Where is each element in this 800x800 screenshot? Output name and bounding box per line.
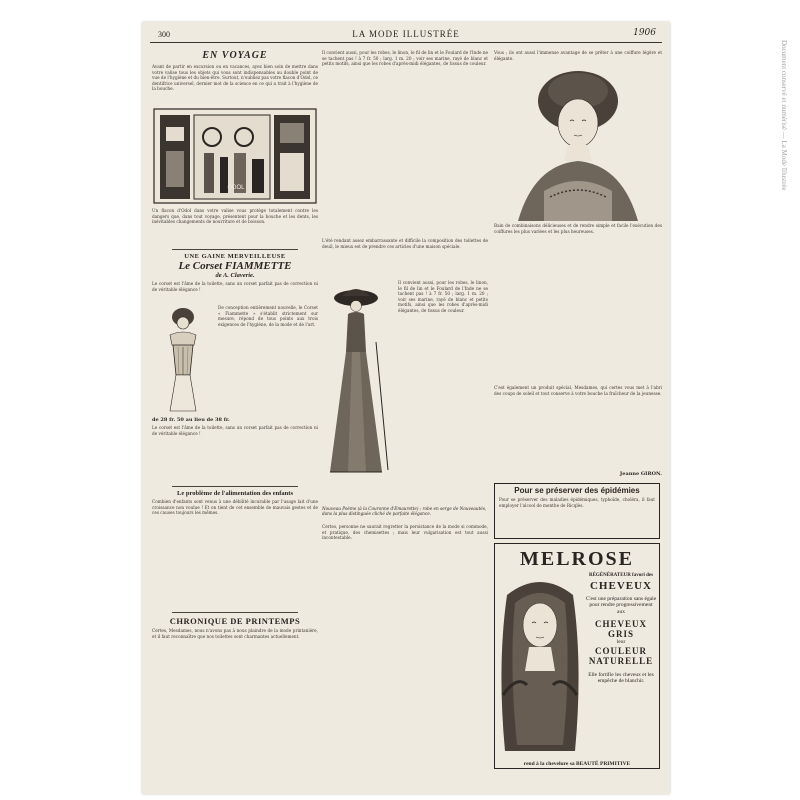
epidemies-box-wrap [494,483,662,541]
coiffure-portrait-illustration [494,61,662,221]
page-title: LA MODE ILLUSTRÉE [352,29,460,39]
corset-heading: Le Corset FIAMMETTE [178,260,292,272]
voyage-paragraph: Avant de partir en excursion ou en vacances, ayez bien soin de mettre dans votre valise tous les objets qui vous sont indispensables au double point de vue de l'hygiène et du bien-être. Surtout, n'oubliez pas votre flacon d'Odol, ce dentifrice universel, dernier mot de la science en ce qui a trait à l'hygiène de la bouche. [152,64,318,91]
woman-walking-dress-illustration [322,282,394,482]
coiffure-paragraph: Vous ; ils ont aussi l'immense avantage de se prêter à une coiffure légère et élégante. [494,50,662,61]
voyage-paragraph-2: Un flacon d'Odol dans votre valise vous protège totalement contre les dangers que, dans tout voyage, présentent pour la bouche et les dents, les inévitables changements de nourriture et de boisson. [152,208,318,224]
page-header [150,28,662,43]
corset-description: De conception entièrement nouvelle, le Corset « Fiammette » s'établit strictement sur mesure, répond de tous points aux trois exigences de l'hygiène, de la mode et de l'art. [218,305,318,327]
melrose-description: C'est une préparation sans égale pour rendre progressivement aux [585,595,657,615]
fashion-plate-text: Il convient aussi, pour les robes, le linon, le fil de lin et le Foulard de l'Inde ne se tachent pas ! à 7 fr. 50 ; larg. 1 m. 20 ; voir ses marine, rayé de blanc et petits motifs, ainsi que les robes d'après-midi élégantes, de tissus de couleur. [398,280,488,313]
margin-note: Document conservé et numérisé — La Mode Illustrée [780,40,788,191]
odol-travel-case-illustration [152,107,318,205]
svg-text:ODOL: ODOL [227,185,245,191]
corset-illustration-block [152,305,318,417]
divider [172,612,298,613]
corset-price: de 28 fr. 50 au lieu de 38 fr. [152,417,230,423]
melrose-leur: leur [616,639,626,645]
page-number: 300 [158,30,170,39]
mourning-paragraph: L'été rendant assez embarrassante et difficile la composition des toilettes de deuil, le mieux est de prendre ces articles d'une maison spéciale. [322,238,488,249]
fashion-plate-block [322,280,488,506]
divider [172,486,298,487]
melrose-footer: rend à la chevelure sa BEAUTÉ PRIMITIVE [523,761,631,767]
gaine-heading: UNE GAINE MERVEILLEUSE [184,253,286,260]
melrose-copy [585,573,657,685]
alimentation-paragraph: Combien d'enfants sont venus à une débilité incurable par l'usage lait d'une croissance non voulue ! Et on tient de cet ensemble de mauvais gestes et de ces causes toujours les mêmes. [152,499,318,515]
coiffure-paragraph-2: Bain de combinaisons délicieuses et de rendre simple et facile l'exécution des coiffures les plus variées et les plus heureuses. [494,223,662,234]
corset-paragraph: Le corset est l'âme de la toilette, sans un corset parfait pas de correction ni de véritable élégance ! [152,281,318,292]
epidemies-paragraph: Pour se préserver des maladies épidémiques, typhoïde, choléra, il faut employer l'alcool de menthe de Ricqlès. [499,497,655,508]
column-right [494,50,662,771]
melrose-advert [494,543,662,771]
melrose-brand: MELROSE [519,548,635,570]
newspaper-page [142,22,670,794]
column-left [152,50,318,690]
divider [172,249,298,250]
chronique-heading: CHRONIQUE DE PRINTEMPS [169,616,301,626]
melrose-advert-frame [494,543,660,769]
chronique-paragraph: Certes, Mesdames, nous n'avons pas à nous plaindre de la mode printanière, et il faut reconnaître que nos toilettes sont charmantes actuellement. [152,628,318,639]
long-hair-woman-illustration [497,575,583,755]
melrose-couleur: COULEUR NATURELLE [588,645,654,666]
author-signature: Jeanne GIRON. [619,471,662,477]
alimentation-heading: Le problème de l'alimentation des enfants [177,490,293,497]
melrose-tagline: RÉGÉNÉRATEUR favori des [588,573,654,578]
melrose-gris: CHEVEUX GRIS [594,619,647,639]
epidemies-heading: Pour se préserver des épidémies [514,486,640,495]
voyage-heading: EN VOYAGE [202,50,268,61]
melrose-cheveux: CHEVEUX [589,579,652,592]
fabric-paragraph: Il convient aussi, pour les robes, le linon, le fil de lin et le Foulard de l'Inde ne se tachent pas ! à 7 fr. 50 ; larg. 1 m. 20 ; voir ses marine, rayé de blanc et petits motifs, ainsi que les robes d'après-midi élégantes, de tissus de couleur. [322,50,488,66]
fashion-plate-caption: Nouveau Poème (à la Couronne d'Émaurette) ; robe en serge de Nouveautés, dans la plus distinguée cliché de parfaite élégance. [322,506,487,517]
corset-figure-illustration [152,305,214,415]
chemisettes-paragraph: Certes, personne ne saurait regretter la persistance de la mode si commode, et pratique, des chemisettes ; mais leur vulgarisation est tout aussi incontestable. [322,524,488,540]
melrose-description-2: Elle fortifie les cheveux et les empêche de blanchir. [588,671,654,684]
column-middle [322,50,488,794]
corset-paragraph-2: Le corset est l'âme de la toilette, sans un corset parfait pas de correction ni de véritable élégance ! [152,425,318,436]
epidemies-box [494,483,660,539]
corset-subheading: de A. Claverie. [215,272,255,279]
soleil-paragraph: C'est également un produit spécial, Mesdames, qui certes vous met à l'abri des coups de soleil et tout conserve à votre bouche la fraîcheur de la jeunesse. [494,385,662,396]
handwritten-annotation: 1906 [633,28,656,38]
